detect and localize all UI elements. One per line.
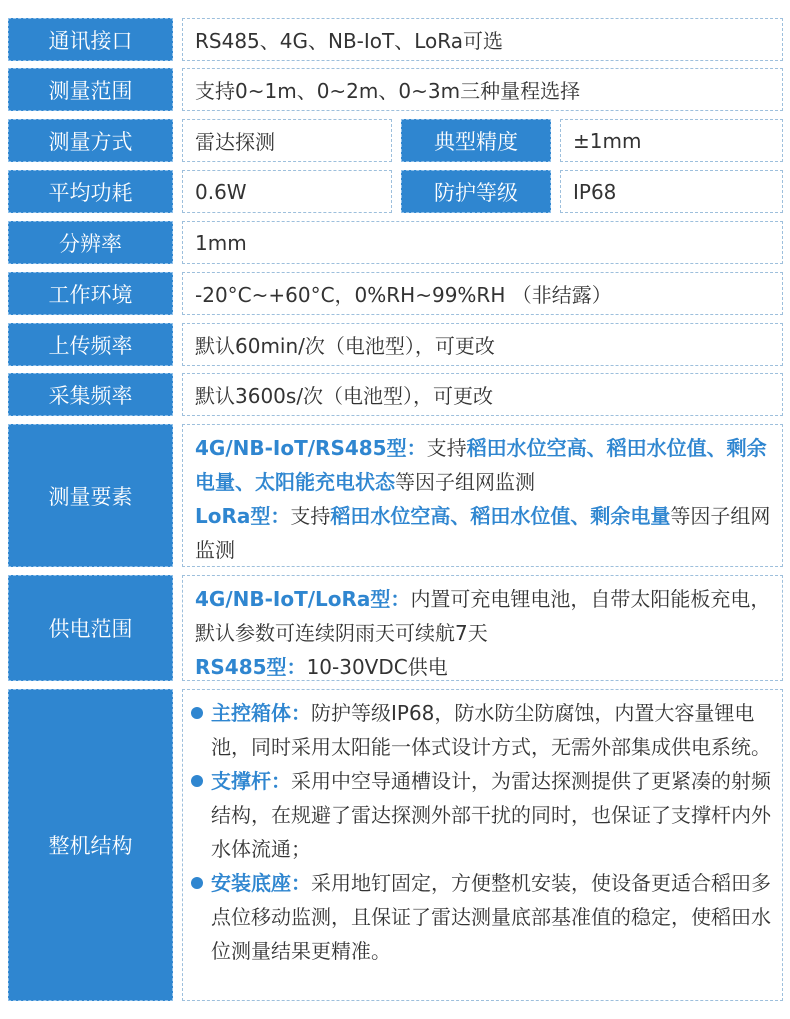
- bullet-dot-icon: [191, 707, 203, 719]
- spec-row-power-consumption: [0, 170, 790, 213]
- model-tag: 4G/NB-IoT/RS485型：: [195, 436, 427, 460]
- power-paragraph-2: [195, 650, 772, 684]
- elements-paragraph-2: [195, 499, 772, 567]
- spec-row-communication: [0, 18, 790, 61]
- row-value: RS485、4G、NB-IoT、LoRa可选: [182, 18, 783, 61]
- row-label-secondary: 典型精度: [401, 119, 551, 162]
- model-tag: RS485型：: [195, 655, 307, 679]
- spec-row-power: [0, 575, 790, 681]
- row-value: 默认3600s/次（电池型），可更改: [182, 373, 783, 416]
- structure-item: [191, 696, 772, 764]
- row-label: 测量范围: [8, 68, 173, 111]
- paragraph-text: 支持: [290, 504, 331, 528]
- row-value: [182, 575, 783, 681]
- power-paragraph-1: [195, 582, 772, 650]
- spec-row-elements: [0, 424, 790, 567]
- row-value: [182, 424, 783, 567]
- factor-highlight: 稻田水位空高、稻田水位值、剩余电量、太阳能充电状态: [195, 436, 767, 494]
- row-label-secondary: 防护等级: [401, 170, 551, 213]
- paragraph-text: 10-30VDC供电: [306, 655, 448, 679]
- row-label: 通讯接口: [8, 18, 173, 61]
- row-value: 支持0~1m、0~2m、0~3m三种量程选择: [182, 68, 783, 111]
- row-label: 平均功耗: [8, 170, 173, 213]
- paragraph-text: 内置可充电锂电池，自带太阳能板充电，默认参数可连续阴雨天可续航7天: [195, 587, 771, 645]
- item-text: 防护等级IP68，防水防尘防腐蚀，内置大容量锂电池，同时采用太阳能一体式设计方式，无需外部集成供电系统。: [211, 701, 771, 759]
- row-label: 分辨率: [8, 221, 173, 264]
- model-tag: 4G/NB-IoT/LoRa型：: [195, 587, 411, 611]
- model-tag: LoRa型：: [195, 504, 291, 528]
- structure-item: [191, 764, 772, 866]
- row-value: 1mm: [182, 221, 783, 264]
- structure-item: [191, 866, 772, 968]
- row-value-secondary: ±1mm: [560, 119, 783, 162]
- row-value: 雷达探测: [182, 119, 392, 162]
- row-value: -20°C~+60°C，0%RH~99%RH （非结露）: [182, 272, 783, 315]
- spec-row-environment: [0, 272, 790, 315]
- spec-row-range: [0, 68, 790, 111]
- item-title: 主控箱体：: [211, 701, 311, 725]
- row-value: 默认60min/次（电池型），可更改: [182, 323, 783, 366]
- row-label: 测量要素: [8, 424, 173, 567]
- row-label: 工作环境: [8, 272, 173, 315]
- row-value: 0.6W: [182, 170, 392, 213]
- row-label: 整机结构: [8, 689, 173, 1001]
- factor-highlight: 稻田水位空高、稻田水位值、剩余电量: [330, 504, 671, 528]
- row-value-secondary: IP68: [560, 170, 783, 213]
- bullet-dot-icon: [191, 775, 203, 787]
- spec-row-resolution: [0, 221, 790, 264]
- row-label: 上传频率: [8, 323, 173, 366]
- paragraph-text: 等因子组网监测: [395, 470, 535, 494]
- item-title: 支撑杆：: [211, 769, 291, 793]
- elements-paragraph-1: [195, 431, 772, 499]
- row-value: [182, 689, 783, 1001]
- bullet-dot-icon: [191, 877, 203, 889]
- item-text: 采用地钉固定，方便整机安装，使设备更适合稻田多点位移动监测，且保证了雷达测量底部基准值的稳定，使稻田水位测量结果更精准。: [211, 871, 771, 963]
- paragraph-text: 等因子组网监测: [195, 504, 771, 562]
- spec-row-collect-frequency: [0, 373, 790, 416]
- item-text: 采用中空导通槽设计，为雷达探测提供了更紧凑的射频结构，在规避了雷达探测外部干扰的同时，也保证了支撑杆内外水体流通；: [211, 769, 771, 861]
- paragraph-text: 支持: [426, 436, 467, 460]
- spec-row-upload-frequency: [0, 323, 790, 366]
- item-title: 安装底座：: [211, 871, 311, 895]
- row-label: 采集频率: [8, 373, 173, 416]
- row-label: 供电范围: [8, 575, 173, 681]
- spec-row-structure: [0, 689, 790, 1001]
- row-label: 测量方式: [8, 119, 173, 162]
- spec-row-method: [0, 119, 790, 162]
